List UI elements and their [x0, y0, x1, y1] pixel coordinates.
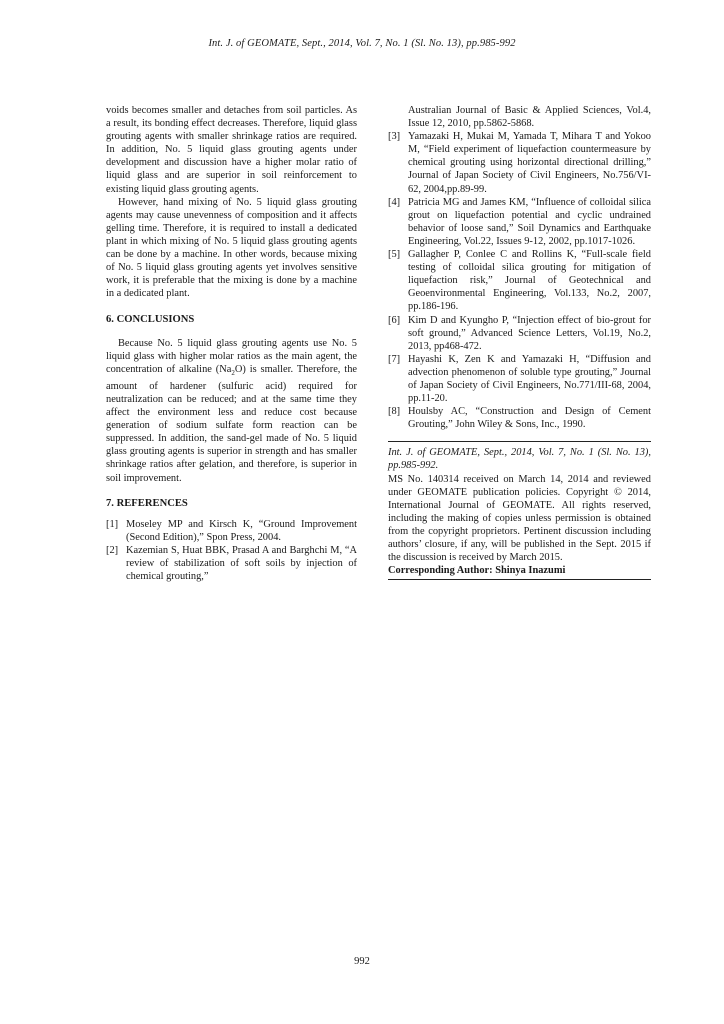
- reference-text: Yamazaki H, Mukai M, Yamada T, Mihara T and Yokoo M, “Field experiment of liquefaction countermeasure by chemical grouting using horizontal directional drilling,” Journal of Japan Society of Civil Engineers, No.756/VI-62, 2004,pp.89-99.: [408, 131, 651, 195]
- body-paragraph: voids becomes smaller and detaches from soil particles. As a result, its bonding effect decreases. Therefore, liquid glass grouting agents with smaller shrinkage ratios are required. In addition, No. 5 liquid glass grouting agents under development and discussion have a higher molar ratio of liquid glass and are superior in soil reinforcement to existing liquid glass grouting agents.: [106, 105, 357, 195]
- reference-item: [388, 248, 651, 313]
- reference-number: [2]: [106, 544, 119, 556]
- reference-item: [106, 518, 357, 544]
- footnote-citation: Int. J. of GEOMATE, Sept., 2014, Vol. 7, No. 1 (Sl. No. 13), pp.985-992.: [388, 447, 651, 472]
- reference-text: Gallagher P, Conlee C and Rollins K, “Full-scale field testing of colloidal silica grouting for mitigation of liquefaction risk,” Journal of Geotechnical and Geoenvironmental Engineering, Vol.133, No.2, 2007, pp.186-196.: [408, 249, 651, 313]
- conclusion-paragraph: Because No. 5 liquid glass grouting agents use No. 5 liquid glass with higher molar ratios as the main agent, the concentration of alkaline $(Na_2O)$ is smaller. Therefore, the amount of hardener (sulfuric acid) required for neutralization can be reduced; and at the same time they affect the environment less and reduce cost because generation of sodium sulfate form reaction can be suppressed. In addition, the sand-gel made of No. 5 liquid glass grouting agents is superior in strength and has smaller shrinkage ratios after gelation, and therefore, is superior in soil improvement.: [106, 337, 357, 484]
- reference-number: [7]: [388, 353, 401, 365]
- reference-text: Patricia MG and James KM, “Influence of colloidal silica grout on liquefaction potential and cyclic undrained behavior of loose sand,” Soil Dynamics and Earthquake Engineering, Vol.22, Issues 9-12, 2002, pp.1017-1026.: [408, 196, 651, 247]
- footnote-body: MS No. 140314 received on March 14, 2014 and reviewed under GEOMATE publication policies. Copyright © 2014, International Journal of GEOMATE. All rights reserved, including the making of copies unless permission is obtained from the copyright proprietors. Pertinent discussion including authors’ closure, if any, will be published in the Sept. 2015 if the discussion is received by March 2015.: [388, 473, 651, 564]
- section-heading-references: 7. REFERENCES: [106, 497, 188, 509]
- footnote-block: [388, 446, 651, 580]
- footnote-bottom-rule: [388, 579, 651, 580]
- reference-number: [1]: [106, 518, 119, 530]
- reference-number: [3]: [388, 131, 401, 143]
- subscript: 2: [231, 368, 235, 377]
- reference-item: [388, 314, 651, 353]
- running-header: Int. J. of GEOMATE, Sept., 2014, Vol. 7, No. 1 (Sl. No. 13), pp.985-992: [208, 38, 516, 49]
- right-column: [388, 104, 651, 580]
- reference-item: [388, 405, 651, 431]
- footnote-divider: [388, 441, 651, 442]
- reference-item: [106, 544, 357, 583]
- reference-text: Kim D and Kyungho P, “Injection effect of bio-grout for soft ground,” Advanced Science Letters, Vol.19, No.2, 2013, pp468-472.: [408, 314, 651, 352]
- section-heading-conclusions: 6. CONCLUSIONS: [106, 314, 195, 326]
- body-paragraph: However, hand mixing of No. 5 liquid glass grouting agents may cause unevenness of composition and it affects gelling time. Therefore, it is required to install a dedicated plant in which mixing of No. 5 liquid glass grouting agents can be done by a machine. In other words, because mixing of No. 5 liquid glass grouting agents yet involves sensitive work, it is preferable that the mixing is done by a machine in a dedicated plant.: [106, 196, 357, 300]
- reference-text: Hayashi K, Zen K and Yamazaki H, “Diffusion and advection phenomenon of soluble type grouting,” Journal of Japan Society of Civil Engineers, No.771/III-68, 2004, pp.11-20.: [408, 353, 651, 405]
- reference-continuation: Australian Journal of Basic & Applied Sciences, Vol.4, Issue 12, 2010, pp.5862-5868.: [408, 105, 651, 130]
- reference-text: Kazemian S, Huat BBK, Prasad A and Barghchi M, “A review of stabilization of soft soils by injection of chemical grouting,”: [126, 544, 357, 583]
- corresponding-author: Corresponding Author: Shinya Inazumi: [388, 565, 566, 577]
- left-column: [106, 104, 357, 583]
- page-number: 992: [354, 956, 370, 967]
- reference-text: Moseley MP and Kirsch K, “Ground Improvement (Second Edition),” Spon Press, 2004.: [126, 518, 357, 543]
- reference-number: [5]: [388, 249, 401, 261]
- reference-item: [388, 196, 651, 248]
- reference-number: [8]: [388, 406, 401, 418]
- reference-item: [388, 130, 651, 195]
- reference-number: [4]: [388, 196, 401, 208]
- reference-number: [6]: [388, 314, 401, 326]
- reference-text: Houlsby AC, “Construction and Design of Cement Grouting,” John Wiley & Sons, Inc., 1990.: [408, 406, 651, 431]
- reference-item: [388, 353, 651, 405]
